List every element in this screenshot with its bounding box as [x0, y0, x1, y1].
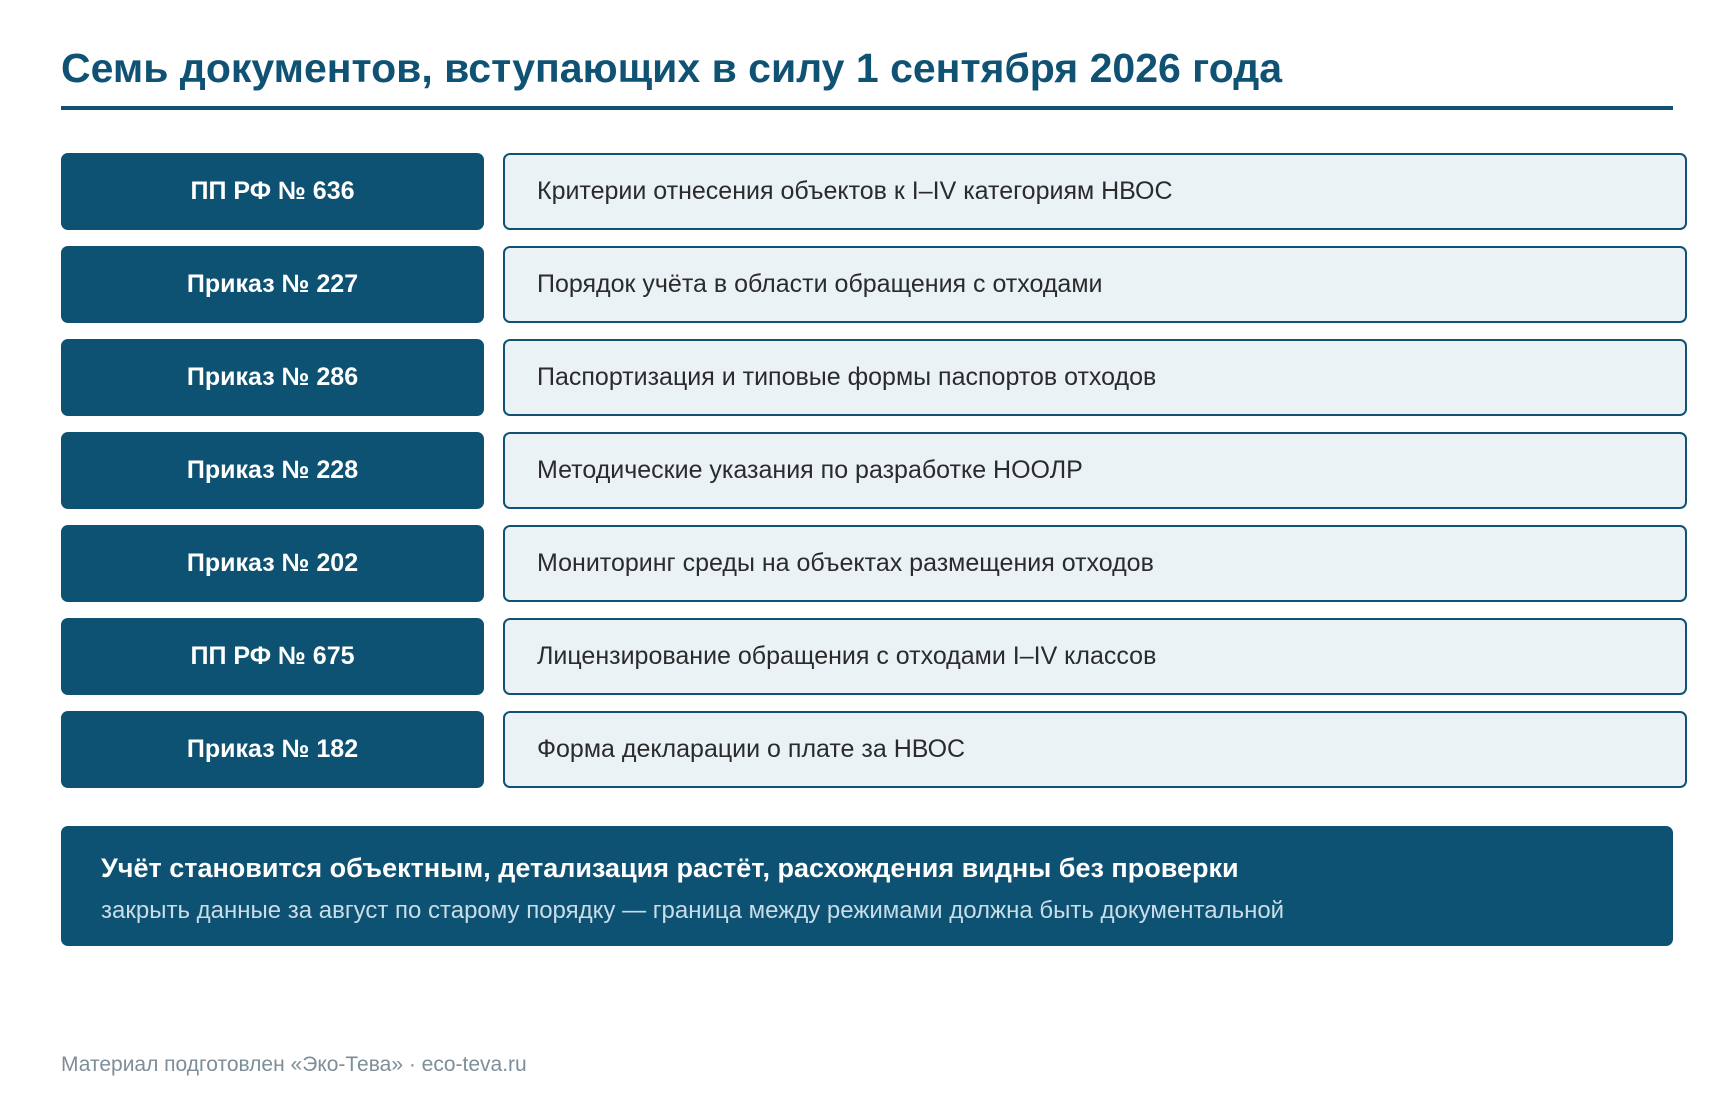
document-description: Паспортизация и типовые формы паспортов отходов: [537, 363, 1157, 391]
document-code: Приказ № 228: [61, 432, 484, 509]
document-description: Лицензирование обращения с отходами I–IV классов: [537, 642, 1157, 670]
document-code: Приказ № 227: [61, 246, 484, 323]
summary-headline: Учёт становится объектным, детализация растёт, расхождения видны без проверки: [101, 853, 1239, 883]
title-divider: [61, 106, 1673, 110]
document-row: [61, 618, 1653, 695]
document-description-card: [503, 432, 1687, 509]
document-description: Мониторинг среды на объектах размещения отходов: [537, 549, 1154, 577]
document-description: Критерии отнесения объектов к I–IV категориям НВОС: [537, 177, 1173, 205]
document-row: [61, 711, 1653, 788]
document-code: Приказ № 202: [61, 525, 484, 602]
document-description-card: [503, 525, 1687, 602]
documents-list: [61, 153, 1653, 804]
document-row: [61, 339, 1653, 416]
document-description: Порядок учёта в области обращения с отходами: [537, 270, 1103, 298]
document-description-card: [503, 339, 1687, 416]
document-description-card: [503, 618, 1687, 695]
summary-note: закрыть данные за август по старому порядку — граница между режимами должна быть документальной: [101, 897, 1285, 924]
document-row: [61, 153, 1653, 230]
document-code: ПП РФ № 675: [61, 618, 484, 695]
document-description: Методические указания по разработке НООЛР: [537, 456, 1083, 484]
document-description-card: [503, 153, 1687, 230]
footer-credit: Материал подготовлен «Эко-Тева» · eco-teva.ru: [61, 1053, 527, 1076]
document-code: ПП РФ № 636: [61, 153, 484, 230]
document-row: [61, 432, 1653, 509]
document-row: [61, 246, 1653, 323]
document-code: Приказ № 286: [61, 339, 484, 416]
page-title: Семь документов, вступающих в силу 1 сентября 2026 года: [61, 45, 1283, 91]
document-description-card: [503, 246, 1687, 323]
summary-banner: [61, 826, 1673, 946]
document-description-card: [503, 711, 1687, 788]
document-row: [61, 525, 1653, 602]
document-code: Приказ № 182: [61, 711, 484, 788]
document-description: Форма декларации о плате за НВОС: [537, 735, 966, 763]
